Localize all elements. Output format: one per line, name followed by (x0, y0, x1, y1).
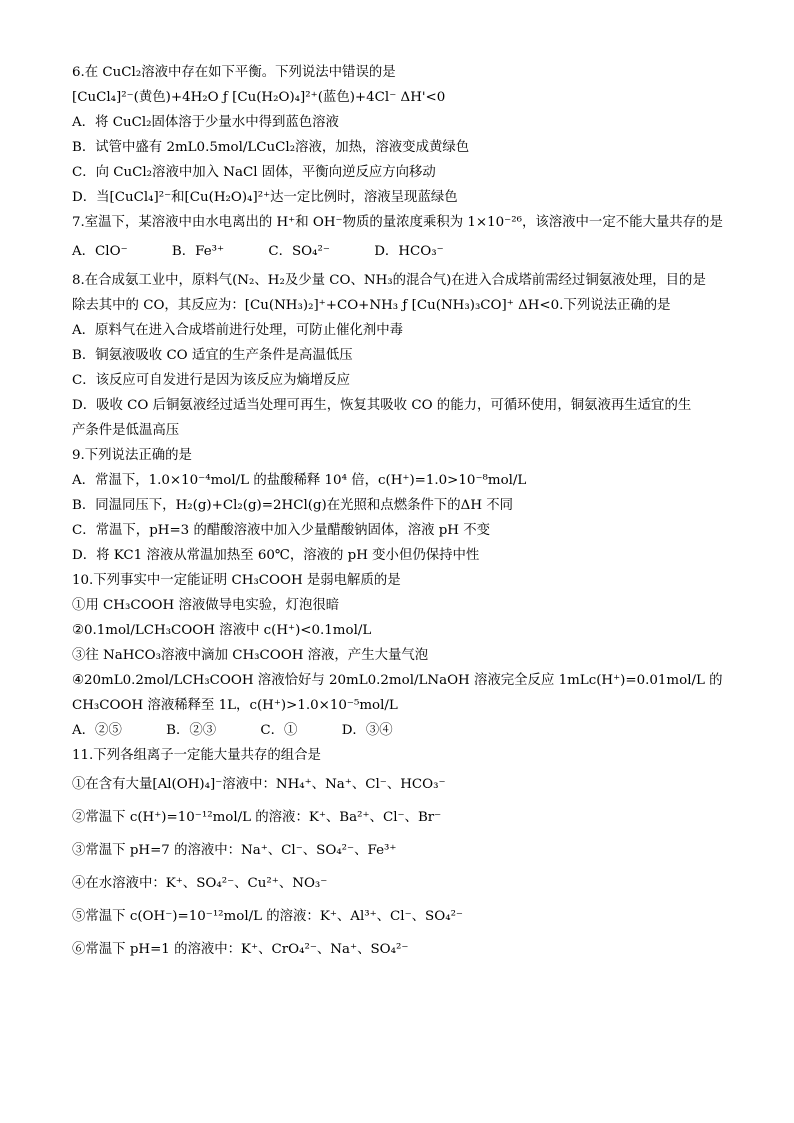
q11-item-3: ③常温下 pH=7 的溶液中：Na⁺、Cl⁻、SO₄²⁻、Fe³⁺ (72, 843, 397, 858)
q8-stem-line1: 8.在合成氨工业中，原料气(N₂、H₂及少量 CO、NH₃的混合气)在进入合成塔前需经过铜氨液处理，目的是 (72, 273, 706, 288)
q10-stem: 10.下列事实中一定能证明 CH₃COOH 是弱电解质的是 (72, 573, 401, 588)
q11-item-6: ⑥常温下 pH=1 的溶液中：K⁺、CrO₄²⁻、Na⁺、SO₄²⁻ (72, 942, 409, 957)
q11-item-2: ②常温下 c(H⁺)=10⁻¹²mol/L 的溶液：K⁺、Ba²⁺、Cl⁻、Br⁻ (72, 810, 442, 825)
q7-option-c: C．SO₄²⁻ (268, 244, 330, 259)
q9-option-a: A．常温下，1.0×10⁻⁴mol/L 的盐酸稀释 10⁴ 倍，c(H⁺)=1.0>10⁻⁸mol/L (72, 473, 527, 488)
q7-option-d: D．HCO₃⁻ (374, 244, 444, 259)
q10-option-b: B．②③ (166, 723, 217, 738)
q10-statement-4-line1: ④20mL0.2mol/LCH₃COOH 溶液恰好与 20mL0.2mol/LNaOH 溶液完全反应 1mLc(H⁺)=0.01mol/L 的 (72, 673, 723, 688)
q6-option-c: C．向 CuCl₂溶液中加入 NaCl 固体，平衡向逆反应方向移动 (72, 165, 436, 180)
q8-option-d-line2: 产条件是低温高压 (72, 423, 180, 438)
q7-option-b: B．Fe³⁺ (171, 244, 225, 259)
q11-stem: 11.下列各组离子一定能大量共存的组合是 (72, 748, 321, 763)
q6-option-d: D．当[CuCl₄]²⁻和[Cu(H₂O)₄]²⁺达一定比例时，溶液呈现蓝绿色 (72, 190, 458, 205)
q11-item-5: ⑤常温下 c(OH⁻)=10⁻¹²mol/L 的溶液：K⁺、Al³⁺、Cl⁻、SO₄²⁻ (72, 909, 464, 924)
q10-statement-1: ①用 CH₃COOH 溶液做导电实验，灯泡很暗 (72, 598, 340, 613)
q7-options (72, 235, 732, 268)
q10-statement-3: ③往 NaHCO₃溶液中滴加 CH₃COOH 溶液，产生大量气泡 (72, 648, 429, 663)
q7-stem: 7.室温下，某溶液中由水电离出的 H⁺和 OH⁻物质的量浓度乘积为 1×10⁻²⁶，该溶液中一定不能大量共存的是 (72, 215, 723, 230)
q6-option-a: A．将 CuCl₂固体溶于少量水中得到蓝色溶液 (72, 115, 339, 130)
q7-option-a: A．ClO⁻ (72, 244, 128, 259)
q9-option-d: D．将 KC1 溶液从常温加热至 60℃，溶液的 pH 变小但仍保持中性 (72, 548, 480, 563)
q10-option-c: C．① (260, 723, 298, 738)
q6-stem: 6.在 CuCl₂溶液中存在如下平衡。下列说法中错误的是 (72, 65, 396, 80)
q10-options (72, 718, 732, 743)
q9-stem: 9.下列说法正确的是 (72, 448, 192, 463)
q8-option-c: C．该反应可自发进行是因为该反应为熵增反应 (72, 373, 351, 388)
q9-option-c: C．常温下，pH=3 的醋酸溶液中加入少量醋酸钠固体，溶液 pH 不变 (72, 523, 491, 538)
q6-equation: [CuCl₄]²⁻(黄色)+4H₂O ƒ [Cu(H₂O)₄]²⁺(蓝色)+4Cl⁻ ΔH'<0 (72, 90, 446, 105)
q8-option-b: B．铜氨液吸收 CO 适宜的生产条件是高温低压 (72, 348, 353, 363)
q8-option-a: A．原料气在进入合成塔前进行处理，可防止催化剂中毒 (72, 323, 404, 338)
q11-item-1: ①在含有大量[Al(OH)₄]⁻溶液中：NH₄⁺、Na⁺、Cl⁻、HCO₃⁻ (72, 777, 446, 792)
q9-option-b: B．同温同压下，H₂(g)+Cl₂(g)=2HCl(g)在光照和点燃条件下的ΔH 不同 (72, 498, 514, 513)
q10-statement-4-line2: CH₃COOH 溶液稀释至 1L，c(H⁺)>1.0×10⁻⁵mol/L (72, 698, 398, 713)
q10-option-a: A．②⑤ (72, 723, 122, 738)
exam-page (72, 60, 732, 966)
q11-item-4: ④在水溶液中：K⁺、SO₄²⁻、Cu²⁺、NO₃⁻ (72, 876, 328, 891)
q8-stem-line2: 除去其中的 CO，其反应为：[Cu(NH₃)₂]⁺+CO+NH₃ ƒ [Cu(NH₃)₃CO]⁺ ΔH<0.下列说法正确的是 (72, 298, 671, 313)
q6-option-b: B．试管中盛有 2mL0.5mol/LCuCl₂溶液，加热，溶液变成黄绿色 (72, 140, 470, 155)
q10-statement-2: ②0.1mol/LCH₃COOH 溶液中 c(H⁺)<0.1mol/L (72, 623, 372, 638)
q10-option-d: D．③④ (341, 723, 393, 738)
q8-option-d-line1: D．吸收 CO 后铜氨液经过适当处理可再生，恢复其吸收 CO 的能力，可循环使用，铜氨液再生适宜的生 (72, 398, 692, 413)
